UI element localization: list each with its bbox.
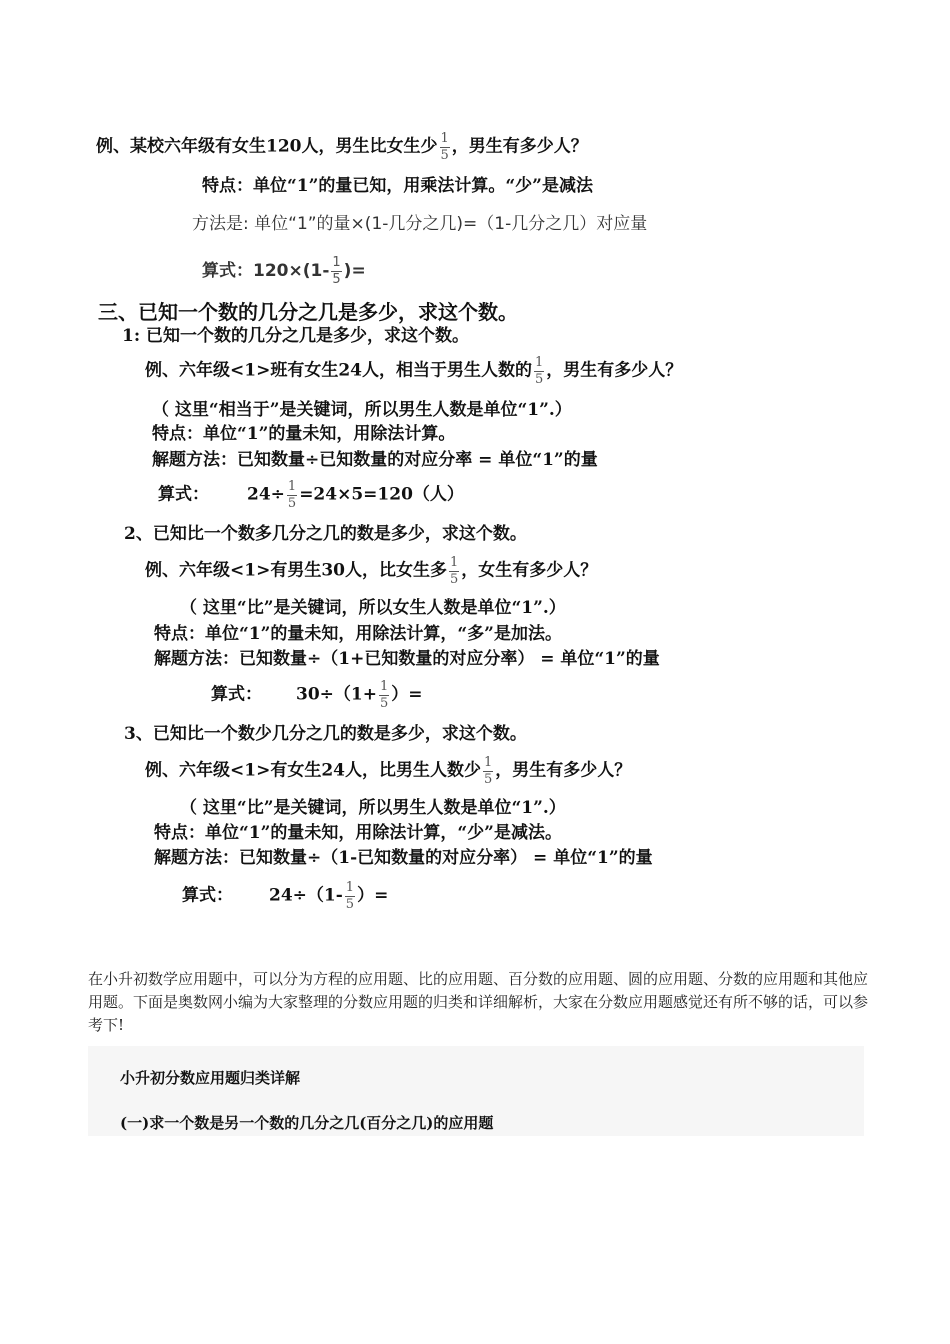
sub3-formula-label: 算式： <box>182 885 233 906</box>
sub2-formula-a: 30÷（1+ <box>296 684 377 705</box>
ex1-method: 方法是: 单位“1”的量×(1-几分之几)=（1-几分之几）对应量 <box>192 214 648 234</box>
ex1-formula-a: 算式：120×(1- <box>202 261 330 282</box>
fraction-one-fifth: $\frac{1}{5}$ <box>287 479 297 511</box>
section3-heading: 三、已知一个数的几分之几是多少，求这个数。 <box>98 300 518 324</box>
sub2-question-b: ，女生有多少人？ <box>461 560 598 581</box>
sub2-feature: 特点：单位“1”的量未知，用除法计算，“多”是加法。 <box>154 624 562 644</box>
sub1-question <box>145 356 682 386</box>
ex1-question-a: 例、某校六年级有女生120人，男生比女生少 <box>96 136 438 157</box>
sub3-formula-a: 24÷（1- <box>269 885 343 906</box>
sub2-note: （ 这里“比”是关键词，所以女生人数是单位“1”.） <box>180 598 566 618</box>
sub3-question <box>145 756 631 786</box>
article-section1: (一)求一个数是另一个数的几分之几(百分之几)的应用题 <box>120 1114 494 1132</box>
sub2-method: 解题方法：已知数量÷（1+已知数量的对应分率） = 单位“1”的量 <box>154 649 660 669</box>
ex1-question <box>96 132 588 162</box>
fraction-one-fifth: $\frac{1}{5}$ <box>483 755 493 787</box>
sub2-question <box>145 556 597 586</box>
sub2-formula <box>211 680 423 710</box>
intro-paragraph: 在小升初数学应用题中，可以分为方程的应用题、比的应用题、百分数的应用题、圆的应用题、分数的应用题和其他应用题。下面是奥数网小编为大家整理的分数应用题的归类和详细解析，大家在分数应用题感觉还有所不够的话，可以参考下! <box>88 970 869 1034</box>
sub1-question-a: 例、六年级<1>班有女生24人，相当于男生人数的 <box>145 360 532 381</box>
fraction-one-fifth: $\frac{1}{5}$ <box>379 679 389 711</box>
sub3-method: 解题方法：已知数量÷（1-已知数量的对应分率） = 单位“1”的量 <box>154 848 653 868</box>
fraction-one-fifth: $\frac{1}{5}$ <box>332 255 341 287</box>
sub1-note: （ 这里“相当于”是关键词，所以男生人数是单位“1”.） <box>152 400 572 420</box>
sub3-question-a: 例、六年级<1>有女生24人，比男生人数少 <box>145 760 481 781</box>
sub2-formula-b: ）= <box>391 684 423 705</box>
ex1-feature: 特点：单位“1”的量已知，用乘法计算。“少”是减法 <box>202 176 593 196</box>
fraction-one-fifth: $\frac{1}{5}$ <box>345 880 355 912</box>
sub3-formula-b: ）= <box>357 885 389 906</box>
sub2-formula-label: 算式： <box>211 684 262 705</box>
ex1-formula-b: )= <box>343 261 366 282</box>
sub1-feature: 特点：单位“1”的量未知，用除法计算。 <box>152 424 456 444</box>
sub3-question-b: ，男生有多少人？ <box>495 760 632 781</box>
sub3-title: 3、已知比一个数少几分之几的数是多少，求这个数。 <box>124 724 527 744</box>
sub2-title: 2、已知比一个数多几分之几的数是多少，求这个数。 <box>124 524 527 544</box>
ex1-formula <box>202 256 366 286</box>
sub3-feature: 特点：单位“1”的量未知，用除法计算，“少”是减法。 <box>154 823 562 843</box>
sub2-question-a: 例、六年级<1>有男生30人，比女生多 <box>145 560 447 581</box>
fraction-one-fifth: $\frac{1}{5}$ <box>449 555 459 587</box>
sub1-formula-b: =24×5=120（人） <box>299 484 464 505</box>
ex1-question-b: ，男生有多少人？ <box>451 136 588 157</box>
sub3-formula <box>182 881 388 911</box>
sub1-formula-a: 24÷ <box>247 484 285 505</box>
fraction-one-fifth: $\frac{1}{5}$ <box>440 131 449 163</box>
sub1-method: 解题方法：已知数量÷已知数量的对应分率 = 单位“1”的量 <box>152 450 598 470</box>
fraction-one-fifth: $\frac{1}{5}$ <box>534 355 544 387</box>
sub1-formula <box>158 480 464 510</box>
sub1-formula-label: 算式： <box>158 484 209 505</box>
sub1-question-b: ，男生有多少人？ <box>546 360 683 381</box>
article-title: 小升初分数应用题归类详解 <box>120 1069 301 1087</box>
sub1-title: 1: 已知一个数的几分之几是多少，求这个数。 <box>122 326 470 346</box>
sub3-note: （ 这里“比”是关键词，所以男生人数是单位“1”.） <box>180 798 566 818</box>
